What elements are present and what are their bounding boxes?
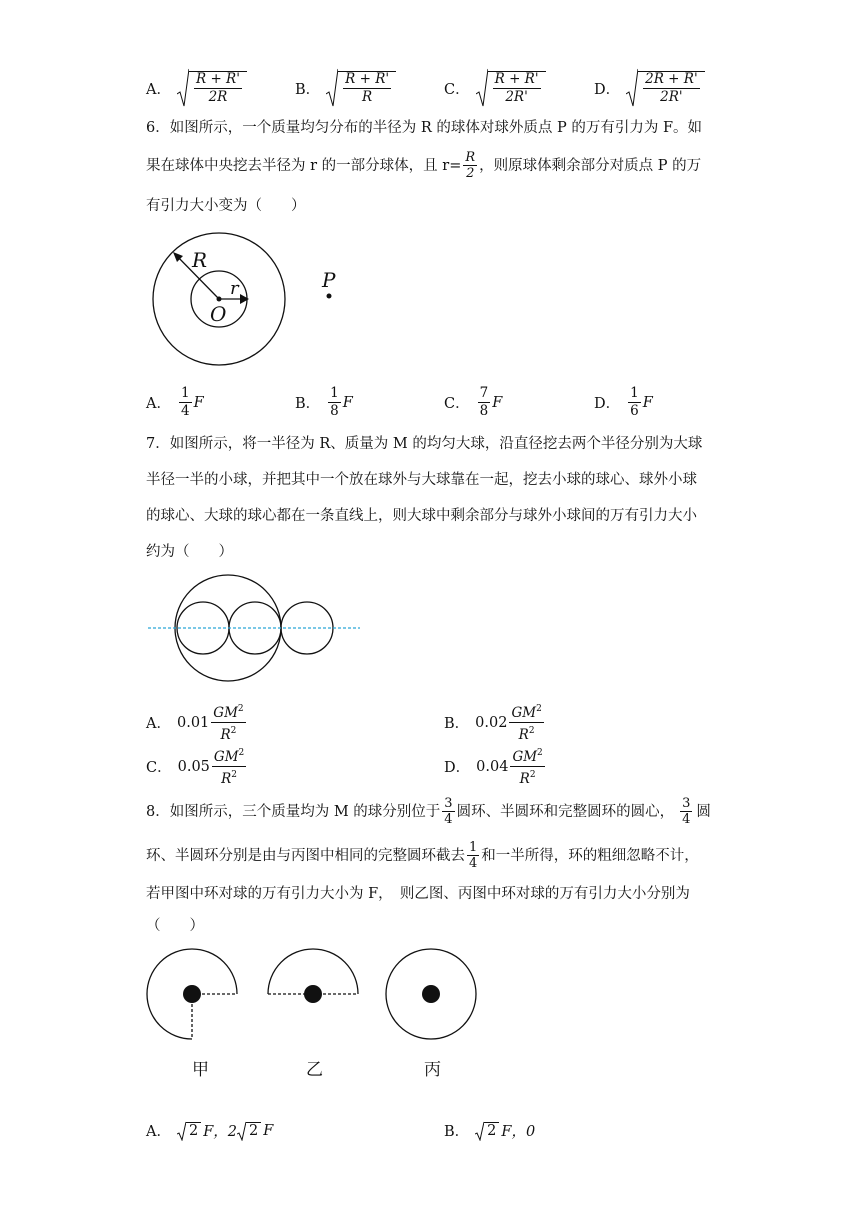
q6-line-2-end: ，则原球体剩余部分对质点 P 的万 bbox=[479, 157, 702, 174]
ball-jia bbox=[183, 985, 201, 1003]
ball-yi bbox=[304, 985, 322, 1003]
q6-option-a: A． $\frac{1}{4}$ F bbox=[146, 385, 204, 419]
fraction: $\frac{1}{4}$ bbox=[180, 385, 190, 419]
q6-option-b: B． $\frac{1}{8}$ F bbox=[295, 385, 353, 419]
sqrt-expression: 2 bbox=[177, 1121, 201, 1141]
q8-line-2: 环、半圆环分别是由与丙图中相同的完整圆环截去 $\frac{1}{4}$ 和一半所得，环的粗细忽略不计， bbox=[146, 840, 699, 871]
q8-option-a: A． 2 F，2 2 F bbox=[146, 1122, 274, 1140]
fraction: $\frac{7}{8}$ bbox=[479, 385, 489, 419]
q5-option-b bbox=[295, 68, 396, 108]
q6-option-c: C． $\frac{7}{8}$ F bbox=[444, 385, 503, 419]
q8-ring-figures bbox=[140, 942, 490, 1046]
q7-line-4: 约为（ ） bbox=[146, 544, 233, 560]
fig-label-jia: 甲 bbox=[192, 1060, 209, 1080]
q8-option-b: B． 2 F，0 bbox=[444, 1120, 535, 1141]
option-label: D． bbox=[594, 81, 621, 98]
sqrt-expression bbox=[626, 68, 705, 108]
q7-option-d: D． 0.04 $\frac{GM^2}{R^2}$ bbox=[444, 748, 543, 787]
q6-line-1: 6．如图所示，一个质量均匀分布的半径为 R 的球体对球外质点 P 的万有引力为 F。如 bbox=[146, 120, 703, 136]
fraction-3-4-second: $\frac{3}{4}$ bbox=[682, 796, 691, 827]
q7-option-b: B． 0.02 $\frac{GM^2}{R^2}$ bbox=[444, 704, 542, 743]
q5-option-a bbox=[146, 68, 247, 108]
q5-option-c bbox=[444, 68, 546, 108]
point-P bbox=[327, 294, 332, 299]
label-r: r bbox=[230, 278, 239, 299]
fig-label-bing: 丙 bbox=[424, 1060, 441, 1080]
radius-r-arrowhead bbox=[240, 294, 249, 304]
sqrt-expression: 2 bbox=[237, 1121, 261, 1141]
fraction: $\frac{2R + R'}{2R'}$ bbox=[645, 71, 698, 105]
fraction: $\frac{1}{6}$ bbox=[630, 385, 639, 419]
q6-line-2-start: 果在球体中央挖去半径为 r 的一部分球体，且 r= bbox=[146, 157, 462, 174]
label-O: O bbox=[210, 302, 227, 326]
option-label: A． bbox=[146, 81, 171, 98]
fraction: $\frac{R + R'}{2R'}$ bbox=[494, 71, 539, 105]
label-P: P bbox=[322, 268, 336, 292]
sqrt-expression: 2 bbox=[475, 1121, 499, 1141]
fig-label-yi: 乙 bbox=[306, 1060, 323, 1080]
q8-line-1: 8．如图所示，三个质量均为 M 的球分别位于 $\frac{3}{4}$ 圆环、半圆环和完整圆环的圆心， $\frac{3}{4}$ 圆 bbox=[146, 796, 711, 827]
q7-line-2: 半径一半的小球，并把其中一个放在球外与大球靠在一起，挖去小球的球心、球外小球 bbox=[146, 472, 697, 488]
sqrt-expression bbox=[177, 68, 247, 108]
q7-option-c: C． 0.05 $\frac{GM^2}{R^2}$ bbox=[146, 748, 245, 787]
q7-option-a: A． 0.01 $\frac{GM^2}{R^2}$ bbox=[146, 704, 244, 743]
q8-line-4: （ ） bbox=[146, 918, 204, 934]
center-point bbox=[217, 297, 222, 302]
fraction: $\frac{1}{8}$ bbox=[330, 385, 339, 419]
fraction: $\frac{GM^2}{R^2}$ bbox=[213, 748, 245, 787]
q6-line-2 bbox=[146, 150, 701, 181]
fraction-1-4: $\frac{1}{4}$ bbox=[469, 840, 478, 871]
sqrt-expression bbox=[476, 68, 546, 108]
label-R: R bbox=[192, 248, 208, 272]
q8-line-3: 若甲图中环对球的万有引力大小为 F， 则乙图、丙图中环对球的万有引力大小分别为 bbox=[146, 886, 690, 902]
q6-line-3: 有引力大小变为（ ） bbox=[146, 198, 306, 214]
fraction: $\frac{GM^2}{R^2}$ bbox=[213, 704, 244, 743]
q7-sphere-figure bbox=[146, 572, 362, 684]
fraction: $\frac{R + R'}{R}$ bbox=[345, 71, 390, 105]
fraction: $\frac{R + R'}{2R}$ bbox=[195, 71, 240, 105]
fraction-r-over-2: $\frac{R}{2}$ bbox=[465, 150, 476, 181]
option-label: C． bbox=[444, 81, 470, 98]
q7-line-3: 的球心、大球的球心都在一条直线上，则大球中剩余部分与球外小球间的万有引力大小 bbox=[146, 508, 697, 524]
option-label: B． bbox=[295, 81, 321, 98]
fraction-3-4: $\frac{3}{4}$ bbox=[444, 796, 453, 827]
fraction: $\frac{GM^2}{R^2}$ bbox=[511, 704, 542, 743]
q7-line-1: 7．如图所示，将一半径为 R、质量为 M 的均匀大球，沿直径挖去两个半径分别为大球 bbox=[146, 436, 703, 452]
fraction: $\frac{GM^2}{R^2}$ bbox=[512, 748, 543, 787]
ball-bing bbox=[422, 985, 440, 1003]
q6-option-d: D． $\frac{1}{6}$ F bbox=[594, 385, 653, 419]
q5-option-d bbox=[594, 68, 705, 108]
sqrt-expression bbox=[326, 68, 396, 108]
q6-sphere-figure bbox=[148, 232, 348, 372]
